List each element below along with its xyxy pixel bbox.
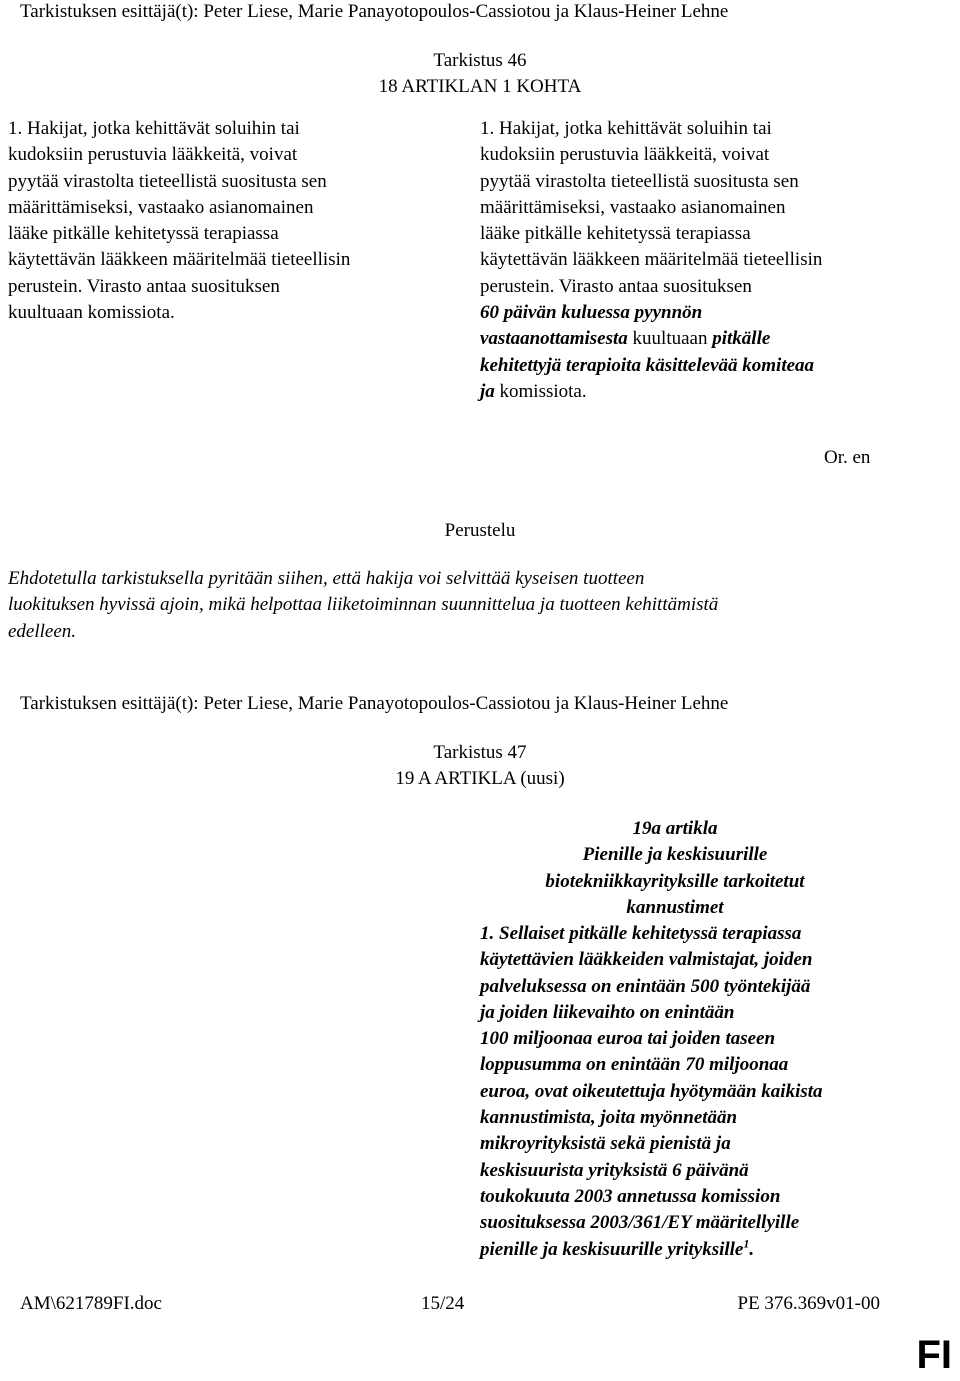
modified-text-line: [480, 326, 940, 352]
modified-text-line: [480, 353, 940, 379]
added-text: 60 päivän kuluessa pyynnön: [480, 302, 703, 324]
added-text: kehitettyjä terapioita käsittelevää komiteaa: [480, 354, 815, 376]
justification-heading: Perustelu: [444, 520, 516, 541]
text-line: pyytää virastolta tieteellistä suositusta sen: [480, 170, 799, 192]
amendment-reference: 18 ARTIKLAN 1 KOHTA: [378, 76, 582, 97]
plain-text: komissiota.: [494, 380, 587, 402]
text-line: edelleen.: [8, 620, 77, 642]
original-language: Or. en: [824, 447, 871, 468]
text-line: perustein. Virasto antaa suosituksen: [480, 275, 752, 297]
last-line-text: pienille ja keskisuurille yrityksille: [480, 1238, 744, 1260]
footer-doc-ref: AM\621789FI.doc: [20, 1293, 162, 1314]
added-text: pitkälle: [712, 328, 771, 350]
text-line: toukokuuta 2003 annetussa komission: [480, 1185, 781, 1207]
text-line: [480, 1237, 940, 1263]
modified-text-line: [480, 379, 940, 405]
text-line: kuultuaan komissiota.: [8, 302, 175, 324]
amendment-authors: Tarkistuksen esittäjä(t): Peter Liese, Marie Panayotopoulos-Cassiotou ja Klaus-Heiner Lehne: [20, 1, 729, 22]
text-line: kannustimista, joita myönnetään: [480, 1107, 738, 1129]
text-line: 1. Hakijat, jotka kehittävät soluihin tai: [480, 118, 772, 139]
modified-text-line: [480, 300, 940, 326]
proposal-text-column: [8, 116, 448, 326]
text-line: euroa, ovat oikeutettuja hyötymään kaikista: [480, 1080, 823, 1102]
text-line: Pienille ja keskisuurille: [582, 844, 768, 866]
text-line: biotekniikkayrityksille tarkoitetut: [545, 870, 805, 892]
language-code-mark: FI: [916, 1333, 952, 1377]
footnote-reference[interactable]: 1: [743, 1236, 750, 1251]
text-line: keskisuurista yrityksistä 6 päivänä: [480, 1159, 749, 1181]
text-line: kudoksiin perustuvia lääkkeitä, voivat: [480, 144, 770, 166]
text-line: mikroyrityksistä sekä pienistä ja: [480, 1133, 731, 1155]
text-line: 1. Sellaiset pitkälle kehitetyssä terapiassa: [480, 923, 802, 944]
text-line: loppusumma on enintään 70 miljoonaa: [480, 1054, 789, 1076]
text-line: palveluksessa on enintään 500 työntekijää: [480, 975, 811, 997]
text-line: kannustimet: [626, 896, 724, 918]
plain-text: kuultuaan: [627, 328, 713, 350]
text-line: lääke pitkälle kehitetyssä terapiassa: [480, 223, 751, 245]
text-line: kudoksiin perustuvia lääkkeitä, voivat: [8, 144, 298, 166]
footer-pe-ref: PE 376.369v01-00: [737, 1293, 880, 1314]
text-line: 1. Hakijat, jotka kehittävät soluihin tai: [8, 118, 300, 139]
sentence-end: .: [749, 1238, 755, 1260]
added-text: ja: [480, 380, 495, 402]
text-line: pyytää virastolta tieteellistä suositusta sen: [8, 170, 327, 192]
text-line: käytettävän lääkkeen määritelmää tieteellisin: [8, 249, 351, 271]
amendment-number: Tarkistus 47: [433, 742, 527, 763]
amendment-text-column: [480, 116, 940, 405]
text-line: lääke pitkälle kehitetyssä terapiassa: [8, 223, 279, 245]
amendment-number: Tarkistus 46: [433, 50, 527, 71]
text-line: ja joiden liikevaihto on enintään: [480, 1001, 735, 1023]
justification-text: [8, 566, 948, 645]
text-line: käytettävien lääkkeiden valmistajat, joiden: [480, 949, 813, 971]
amendment-reference: 19 A ARTIKLA (uusi): [395, 768, 565, 789]
text-line: suosituksessa 2003/361/EY määritellyille: [480, 1212, 800, 1234]
text-line: Ehdotetulla tarkistuksella pyritään siihen, että hakija voi selvittää kyseisen tuotteen: [8, 568, 645, 589]
text-line: käytettävän lääkkeen määritelmää tieteellisin: [480, 249, 823, 271]
text-line: määrittämiseksi, vastaako asianomainen: [480, 196, 786, 218]
added-text: vastaanottamisesta: [480, 328, 628, 350]
text-line: perustein. Virasto antaa suosituksen: [8, 275, 280, 297]
text-line: 100 miljoonaa euroa tai joiden taseen: [480, 1028, 776, 1050]
text-line: luokituksen hyvissä ajoin, mikä helpottaa liiketoiminnan suunnittelua ja tuotteen kehittämistä: [8, 594, 719, 616]
footer-page-number: 15/24: [421, 1293, 465, 1314]
new-article-body: [480, 921, 940, 1263]
amendment-authors: Tarkistuksen esittäjä(t): Peter Liese, Marie Panayotopoulos-Cassiotou ja Klaus-Heiner Lehne: [20, 693, 729, 714]
text-line: 19a artikla: [632, 818, 718, 839]
new-article-title: [480, 816, 870, 921]
text-line: määrittämiseksi, vastaako asianomainen: [8, 196, 314, 218]
